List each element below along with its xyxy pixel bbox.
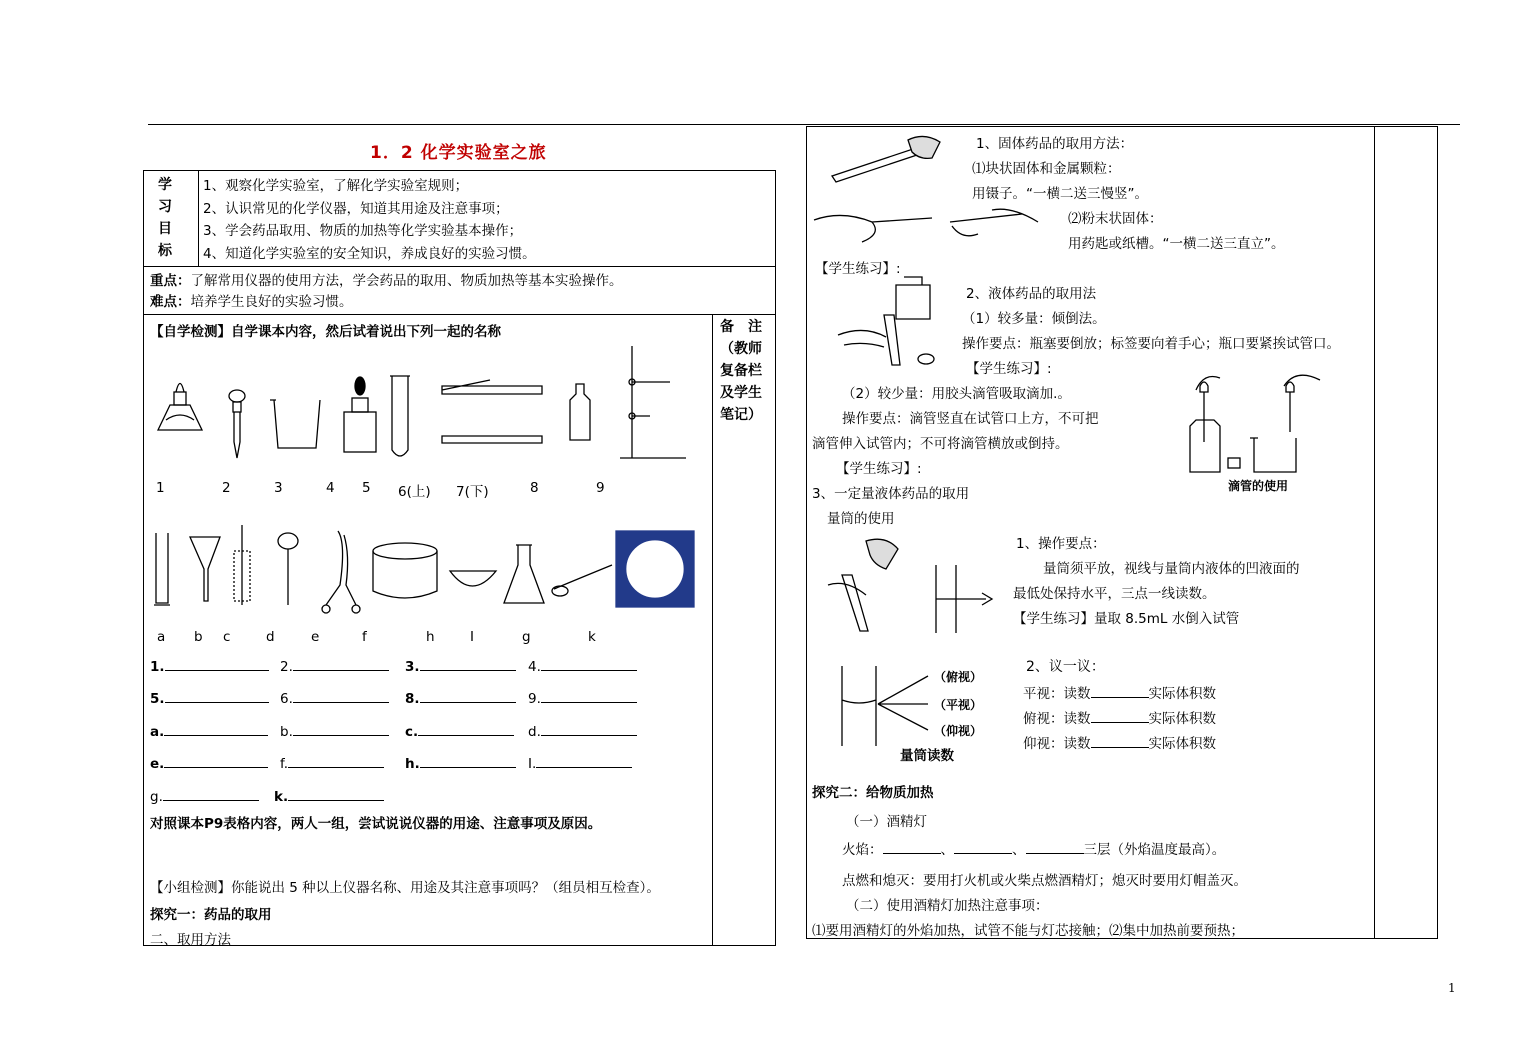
answer-blank[interactable] xyxy=(164,721,268,736)
flame-blank[interactable] xyxy=(954,839,1012,854)
objective-item: 3、学会药品取用、物质的加热等化学实验基本操作； xyxy=(203,223,523,239)
answer-blank[interactable] xyxy=(288,786,384,801)
answer-blank[interactable] xyxy=(165,688,269,703)
student-practice-3: 【学生练习】: xyxy=(836,461,922,477)
flame-blank[interactable] xyxy=(883,839,941,854)
answer-blank[interactable] xyxy=(163,786,259,801)
liquid-title: 2、液体药品的取用法 xyxy=(966,286,1097,302)
liquid-large-points: 操作要点：瓶塞要倒放；标签要向着手心；瓶口要紧挨试管口。 xyxy=(962,336,1340,352)
solid-item-1: ⑴块状固体和金属颗粒： xyxy=(972,161,1121,177)
student-practice-1: 【学生练习】: xyxy=(815,261,901,277)
answer-blank[interactable] xyxy=(165,656,269,671)
answer-blank[interactable] xyxy=(293,656,389,671)
explore-one-heading: 探究一：药品的取用 xyxy=(150,907,272,923)
liquid-large-amount: （1）较多量：倾倒法。 xyxy=(962,311,1106,327)
pouring-illustration xyxy=(834,275,944,370)
cylinder-label-level: （平视） xyxy=(934,698,983,712)
ignite-text: 点燃和熄灭：要用打火机或火柴点燃酒精灯；熄灭时要用灯帽盖灭。 xyxy=(842,873,1247,889)
answer-blank[interactable] xyxy=(293,688,389,703)
answer-blank[interactable] xyxy=(420,753,516,768)
page-title: 1．2 化学实验室之旅 xyxy=(370,143,547,163)
operation-point-b: 最低处保持水平，三点一线读数。 xyxy=(1013,586,1216,602)
operation-point-a: 量筒须平放，视线与量筒内液体的凹液面的 xyxy=(1043,561,1300,577)
row1-labels: 1 2 3 4 5 6(上) 7(下) 8 9 xyxy=(156,480,605,500)
flame-row: 火焰： 、 、 三层（外焰温度最高）。 xyxy=(842,838,1225,858)
reading-row-up: 仰视：读数 实际体积数 xyxy=(1023,732,1216,752)
reading-row-flat: 平视：读数 实际体积数 xyxy=(1023,682,1216,702)
compare-instruction: 对照课本P9表格内容，两人一组，尝试说说仪器的用途、注意事项及原因。 xyxy=(150,816,602,832)
row2-labels: a b c d e f h I g k xyxy=(157,629,596,645)
reading-blank[interactable] xyxy=(1091,708,1149,723)
dropper-caption: 滴管的使用 xyxy=(1228,479,1289,493)
liquid-small-amount: （2）较少量：用胶头滴管吸取滴加.。 xyxy=(842,386,1071,402)
answer-blank[interactable] xyxy=(164,753,268,768)
measure-title: 3、一定量液体药品的取用 xyxy=(812,486,970,502)
lamp-note-1: ⑴要用酒精灯的外焰加热，试管不能与灯芯接触；⑵集中加热前要预热； xyxy=(812,923,1244,939)
objectives-list xyxy=(203,175,536,265)
answer-blank[interactable] xyxy=(541,688,637,703)
lamp-notes-heading: （二）使用酒精灯加热注意事项： xyxy=(846,898,1049,914)
solid-item-2-method: 用药匙或纸槽。“一横二送三直立”。 xyxy=(1068,236,1285,252)
measure-subtitle: 量筒的使用 xyxy=(827,511,895,527)
self-check-heading: 【自学检测】自学课本内容，然后试着说出下列一起的名称 xyxy=(150,324,501,340)
apparatus-row-1 xyxy=(150,340,710,470)
top-rule xyxy=(148,124,1460,125)
focus-block: 重点：了解常用仪器的使用方法，学会药品的取用、物质加热等基本实验操作。 难点：培养学生良好的实验习惯。 xyxy=(150,273,623,310)
cylinder-caption: 量筒读数 xyxy=(900,748,954,764)
solid-item-2: ⑵粉末状固体： xyxy=(1068,211,1163,227)
answer-blank[interactable] xyxy=(288,753,384,768)
liquid-small-points-a: 操作要点：滴管竖直在试管口上方，不可把 xyxy=(842,411,1099,427)
group-check: 【小组检测】你能说出 5 种以上仪器名称、用途及其注意事项吗？（组员相互检查）。 xyxy=(150,880,660,896)
alcohol-lamp-heading: （一）酒精灯 xyxy=(846,814,927,830)
discuss-title: 2、议一议： xyxy=(1026,659,1105,675)
reading-row-down: 俯视：读数 实际体积数 xyxy=(1023,707,1216,727)
objective-item: 4、知道化学实验室的安全知识，养成良好的实验习惯。 xyxy=(203,245,536,262)
reading-blank[interactable] xyxy=(1091,683,1149,698)
dropper-illustration xyxy=(1180,372,1340,482)
answer-blank[interactable] xyxy=(418,721,514,736)
page-number: 1 xyxy=(1448,981,1456,995)
answer-blank[interactable] xyxy=(541,721,637,736)
student-practice-2: 【学生练习】: xyxy=(966,361,1052,377)
notes-column-label: 备 注 （教师 复备栏 及学生 笔记） xyxy=(720,319,762,423)
answer-blank[interactable] xyxy=(536,753,632,768)
answer-blank[interactable] xyxy=(420,688,516,703)
answer-blank[interactable] xyxy=(420,656,516,671)
operation-title: 1、操作要点： xyxy=(1016,536,1106,552)
apparatus-row-2 xyxy=(150,525,710,620)
liquid-small-points-b: 滴管伸入试管内；不可将滴管横放或倒持。 xyxy=(812,436,1069,452)
answer-blank[interactable] xyxy=(541,656,637,671)
objectives-label: 学 习 目 标 xyxy=(158,177,172,259)
flame-blank[interactable] xyxy=(1026,839,1084,854)
cylinder-pour-illustration xyxy=(826,535,1006,640)
cylinder-label-looking-up: （仰视） xyxy=(934,724,983,738)
cylinder-label-looking-down: （俯视） xyxy=(934,670,983,684)
solid-title: 1、固体药品的取用方法： xyxy=(976,136,1134,152)
section-two-heading: 二、取用方法 xyxy=(150,932,231,948)
objective-item: 2、认识常见的化学仪器，知道其用途及注意事项； xyxy=(203,200,509,217)
explore-two-heading: 探究二：给物质加热 xyxy=(812,785,934,801)
objective-item: 1、观察化学实验室，了解化学实验室规则； xyxy=(203,178,469,194)
answer-blank[interactable] xyxy=(293,721,389,736)
operation-practice: 【学生练习】量取 8.5mL 水倒入试管 xyxy=(1013,611,1240,627)
reading-blank[interactable] xyxy=(1091,733,1149,748)
solid-item-1-method: 用镊子。“一横二送三慢竖”。 xyxy=(972,186,1148,202)
